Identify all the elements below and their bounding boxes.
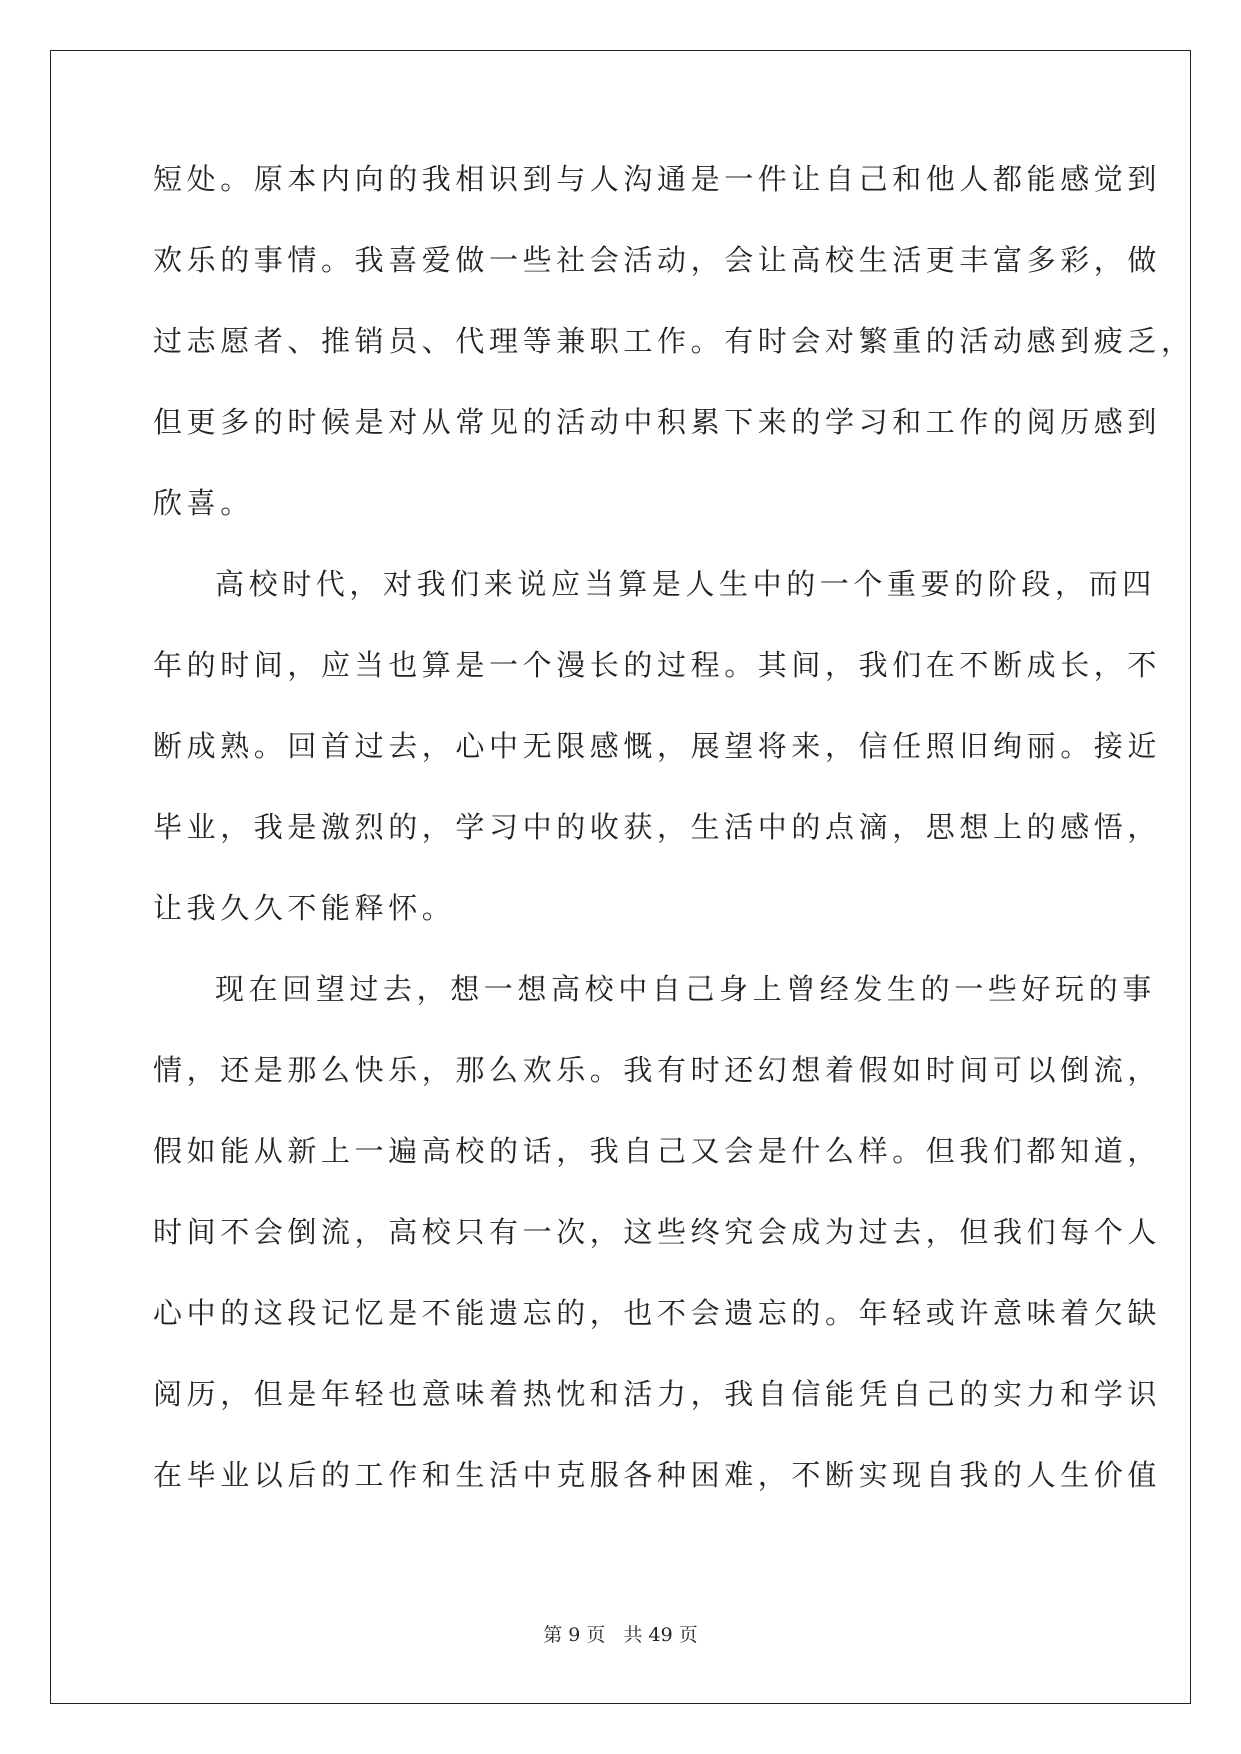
text-line: 断成熟。回首过去，心中无限感慨，展望将来，信任照旧绚丽。接近 [153,729,1162,763]
text-line: 但更多的时候是对从常见的活动中积累下来的学习和工作的阅历感到 [153,405,1162,439]
text-line: 情，还是那么快乐，那么欢乐。我有时还幻想着假如时间可以倒流， [153,1053,1162,1087]
text-line: 毕业，我是激烈的，学习中的收获，生活中的点滴，思想上的感悟， [153,810,1162,844]
page-footer [0,1620,1241,1647]
text-line: 欢乐的事情。我喜爱做一些社会活动，会让高校生活更丰富多彩，做 [153,243,1162,277]
document-body [153,162,1195,1539]
paragraph-start-line: 高校时代，对我们来说应当算是人生中的一个重要的阶段，而四 [215,567,1156,601]
text-line: 年的时间，应当也算是一个漫长的过程。其间，我们在不断成长，不 [153,648,1162,682]
text-line: 时间不会倒流，高校只有一次，这些终究会成为过去，但我们每个人 [153,1215,1162,1249]
text-line: 阅历，但是年轻也意味着热忱和活力，我自信能凭自己的实力和学识 [153,1377,1162,1411]
text-line: 短处。原本内向的我相识到与人沟通是一件让自己和他人都能感觉到 [153,162,1162,196]
text-line: 心中的这段记忆是不能遗忘的，也不会遗忘的。年轻或许意味着欠缺 [153,1296,1162,1330]
paragraph-start-line: 现在回望过去，想一想高校中自己身上曾经发生的一些好玩的事 [215,972,1156,1006]
text-line: 在毕业以后的工作和生活中克服各种困难，不断实现自我的人生价值 [153,1458,1162,1492]
text-line: 欣喜。 [153,486,254,520]
total-page-count: 共 49 页 [623,1624,698,1646]
current-page-number: 第 9 页 [543,1624,606,1646]
text-line: 过志愿者、推销员、代理等兼职工作。有时会对繁重的活动感到疲乏， [153,324,1195,358]
text-line: 让我久久不能释怀。 [153,891,456,925]
text-line: 假如能从新上一遍高校的话，我自己又会是什么样。但我们都知道， [153,1134,1162,1168]
